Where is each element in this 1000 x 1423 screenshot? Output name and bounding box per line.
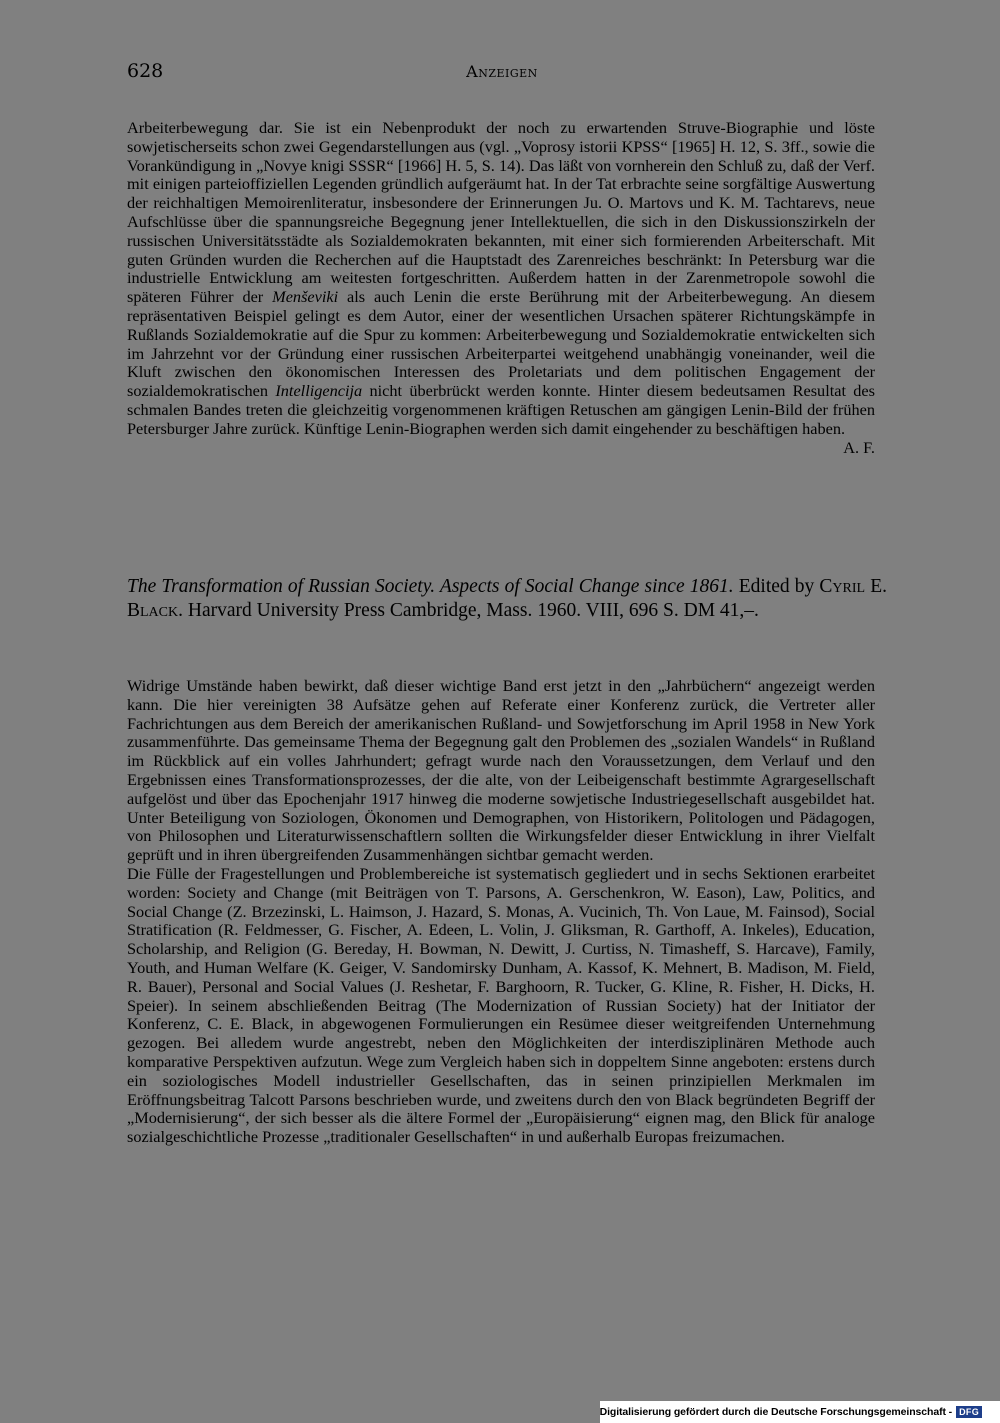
review-continuation [127,119,875,457]
reviewer-initials: A. F. [843,437,875,457]
book-editor: Cyril E. Black [127,576,887,621]
review-continuation-paragraph: Arbeiterbewegung dar. Sie ist ein Nebenprodukt der noch zu erwartenden Struve-Biographie und löste sowjetischerseits schon zwei Gegendarstellungen aus (vgl. „Voprosy istorii KPSS“ [1965] H. 12, S. 3ff., sowie die Vorankündigung in „Novye knigi SSSR“ [1966] H. 5, S. 14). Das läßt von vornherein den Schluß zu, daß der Verf. mit einigen parteioffiziellen Legenden gründlich aufgeräumt hat. In der Tat erbrachte seine sorgfältige Auswertung der reichhaltigen Memoirenliteratur, insbesondere der Erinnerungen Ju. O. Martovs und K. M. Tachtarevs, neue Aufschlüsse über die spannungsreiche Begegnung jener Intellektuellen, die sich in den Diskussionszirkeln der russischen Universitätsstädte als Sozialdemokraten bekannten, mit einer sich formierenden Arbeiterschaft. Mit guten Gründen wurden die Recherchen auf die Hauptstadt des Zarenreiches beschränkt: In Petersburg war die industrielle Entwicklung am weitesten fortgeschritten. Außerdem hatten in der Zarenmetropole sowohl die späteren Führer der Menševiki als auch Lenin die erste Berührung mit der Arbeiterbewegung. An diesem repräsentativen Beispiel gelingt es dem Autor, einer der wesentlichen Ursachen späterer Richtungskämpfe in Rußlands Sozialdemokratie auf die Spur zu kommen: Arbeiterbewegung und Sozialdemokratie entwickelten sich im Jahrzehnt vor der Gründung einer russischen Arbeiterpartei weitgehend unabhängig voneinander, weil die Kluft zwischen den ökonomischen Interessen des Proletariats und dem politischen Engagement der sozialdemokratischen Intelligencija nicht überbrückt werden konnte. Hinter diesem bedeutsamen Resultat des schmalen Bandes treten die gleichzeitig vorgenommenen kräftigen Retuschen am gängigen Lenin-Bild der frühen Petersburger Jahre zurück. Künftige Lenin-Biographen werden sich damit eingehender zu beschäftigen haben. [127,118,875,438]
footer-text: Digitalisierung gefördert durch die Deutsche Forschungsgemeinschaft - [599,1406,953,1418]
review-paragraph: Widrige Umstände haben bewirkt, daß dieser wichtige Band erst jetzt in den „Jahrbüchern“ angezeigt werden kann. Die hier vereinigten 38 Aufsätze gehen auf Referate einer Konferenz zurück, die Vertreter aller Fachrichtungen aus dem Bereich der amerikanischen Rußland- und Sowjetforschung im April 1958 in New York zusammenführte. Das gemeinsame Thema der Begegnung galt den Problemen des „sozialen Wandels“ in Rußland im Rückblick auf ein volles Jahrhundert; gefragt wurde nach den Voraussetzungen, dem Verlauf und den Ergebnissen eines Transformationsprozesses, der die alte, von der Leibeigenschaft bestimmte Agrargesellschaft aufgelöst und über das Epochenjahr 1917 hinweg die moderne sowjetische Industriegesellschaft ausgebildet hat. Unter Beteiligung von Soziologen, Ökonomen und Demographen, von Historikern, Politologen und Pädagogen, von Philosophen und Literaturwissenschaftlern sollten die Wirkungsfelder dieser Entwicklung in ihrer Vielfalt geprüft und in ihren übergreifenden Zusammenhängen sichtbar gemacht werden. [127,676,875,865]
book-citation: The Transformation of Russian Society. Aspects of Social Change since 1861. Edited by Cyril E. Black. Harvard University Press Cambridge, Mass. 1960. VIII, 696 S. DM 41,–. [127,576,887,621]
italic-term: Intelligencija [275,381,363,401]
book-publication: . Harvard University Press Cambridge, Mass. 1960. VIII, 696 S. DM 41,–. [178,600,759,621]
dfg-logo: DFG [956,1406,982,1418]
footer [600,1403,982,1421]
page-header [127,60,877,90]
review-body [127,677,875,1147]
page-number: 628 [127,60,164,82]
book-title: The Transformation of Russian Society. Aspects of Social Change since 1861. [127,576,734,597]
italic-term: Menševiki [272,287,339,307]
running-head: Anzeigen [466,62,538,81]
review-paragraph: Die Fülle der Fragestellungen und Problembereiche ist systematisch gegliedert und in sechs Sektionen erarbeitet worden: Society and Change (mit Beiträgen von T. Parsons, A. Gerschenkron, W. Eason), Law, Politics, and Social Change (Z. Brzezinski, L. Haimson, J. Hazard, S. Monas, A. Vucinich, Th. Von Laue, M. Fainsod), Social Stratification (R. Feldmesser, G. Fischer, A. Edeen, L. Volin, J. Gliksman, R. Garthoff, A. Inkeles), Education, Scholarship, and Religion (G. Bereday, H. Bowman, N. Dewitt, J. Curtiss, N. Timasheff, S. Harcave), Family, Youth, and Human Welfare (K. Geiger, V. Sandomirsky Dunham, A. Kassof, K. Mehnert, B. Madison, M. Field, R. Bauer), Personal and Social Values (J. Reshetar, F. Barghoorn, R. Tucker, G. Kline, R. Fisher, H. Dicks, H. Speier). In seinem abschließenden Beitrag (The Modernization of Russian Society) hat der Initiator der Konferenz, C. E. Black, in abgewogenen Formulierungen ein Resümee dieser weitgreifenden Unternehmung gezogen. Bei alledem wurde angestrebt, neben den Möglichkeiten der interdisziplinären Methode auch komparative Perspektiven aufzutun. Wege zum Vergleich haben sich in doppeltem Sinne angeboten: erstens durch ein soziologisches Modell industrieller Gesellschaften, das in seinen prinzipiellen Merkmalen im Eröffnungsbeitrag Talcott Parsons beschrieben wurde, und zweitens durch den von Black begründeten Begriff der „Modernisierung“, der sich besser als die ältere Formel der „Europäisierung“ eignen mag, den Blick für analoge sozialgeschichtliche Prozesse „traditionaler Gesellschaften“ in und außerhalb Europas freizumachen. [127,863,875,1147]
